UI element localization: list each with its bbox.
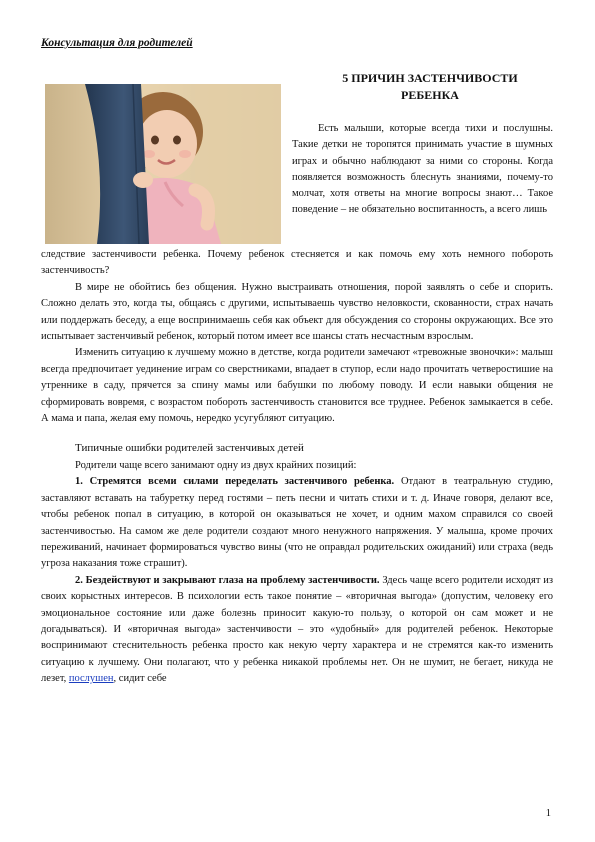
article-body bbox=[41, 247, 553, 688]
list-item-2 bbox=[41, 573, 553, 688]
paragraph-positions: Родители чаще всего занимают одну из двух крайних позиций: bbox=[75, 459, 357, 471]
list-item-2-text: Здесь чаще всего родители исходят из своих корыстных интересов. В психологии есть такое понятие – «вторичная выгода» (допустим, человеку его эмоциональное состояние или даже болезнь приносит какую-то пользу, о которой он сам может и не догадываться). И «вторичная выгода» застенчивости – это «удобный» для родителей ребенок. Некоторые воспринимают стеснительность ребенка просто как некую черту характера и не стремятся как-то изменить ситуацию к лучшему. Они полагают, что у ребенка никакой проблемы нет. Он не шумит, не бегает, никуда не лезет, bbox=[41, 574, 553, 685]
list-item-1-text: Отдают в театральную студию, заставляют вставать на табуретку перед гостями – петь песни и читать стихи и т. д. Иначе говоря, делают все, чтобы ребенок попал в ситуацию, в которой он оказываться не хочет, и одним махом справился со своей застенчивостью. На самом же деле родители создают много ненужного напряжения. У малыша, кроме прочих переживаний, начинает формироваться чувство вины (что не оправдал родительских ожиданий) или страха (ведь угроза наказания тоже страшит). bbox=[41, 476, 553, 570]
paragraph-communication: В мире не обойтись без общения. Нужно выстраивать отношения, порой заявлять о себе и спорить. Сложно делать это, когда ты, общаясь с другими, испытываешь чувство неловкости, скованности, страх начать или поддержать беседу, а еще воспринимаешь себя как объект для обсуждения со стороны окружающих. Все это испытывает застенчивый ребенок, который потом имеет все шансы стать несчастным взрослым. bbox=[41, 281, 553, 343]
section-subheading: Типичные ошибки родителей застенчивых детей bbox=[75, 442, 304, 455]
intro-text: Есть малыши, которые всегда тихи и послушны. Такие детки не торопятся принимать участие в шумных играх и обычно наблюдают за ними со стороны. Когда появляется возможность блеснуть знаниями, почему-то молчат, хотя ответы на многие вопросы знают… Такое поведение – не обязательно воспитанность, а всего лишь bbox=[292, 123, 553, 216]
paragraph-childhood: Изменить ситуацию к лучшему можно в детстве, когда родители замечают «тревожные звоночки»: малыш всегда предпочитает уединение играм со сверстниками, впадает в ступор, если надо прочитать четверостишие на утреннике в саду, прячется за спину мамы или бабушки по любому поводу. И если навыки общения не сформировать вовремя, с возрастом побороть застенчивость становится все труднее. Ребенок замыкается в себе. А мама и папа, желая ему помочь, нередко усугубляют ситуацию. bbox=[41, 347, 553, 425]
title-line-2: РЕБЕНКА bbox=[401, 88, 459, 102]
title-line-1: 5 ПРИЧИН ЗАСТЕНЧИВОСТИ bbox=[342, 71, 518, 85]
intro-continuation: следствие застенчивости ребенка. Почему ребенок стесняется и как помочь ему хоть немного побороть застенчивость? bbox=[41, 249, 553, 277]
intro-paragraph bbox=[292, 121, 553, 219]
obedient-link[interactable]: послушен bbox=[68, 673, 114, 685]
child-photo bbox=[45, 84, 281, 244]
list-item-2-heading: 2. Бездействуют и закрывают глаза на проблему застенчивости. bbox=[75, 574, 380, 586]
list-item-1-heading: 1. Стремятся всеми силами переделать застенчивого ребенка. bbox=[75, 476, 395, 488]
consultation-header: Консультация для родителей bbox=[41, 37, 193, 49]
list-item-2-end: , сидит себе bbox=[113, 673, 167, 685]
page-number: 1 bbox=[545, 808, 551, 819]
article-title bbox=[300, 70, 560, 104]
list-item-1 bbox=[41, 474, 553, 572]
